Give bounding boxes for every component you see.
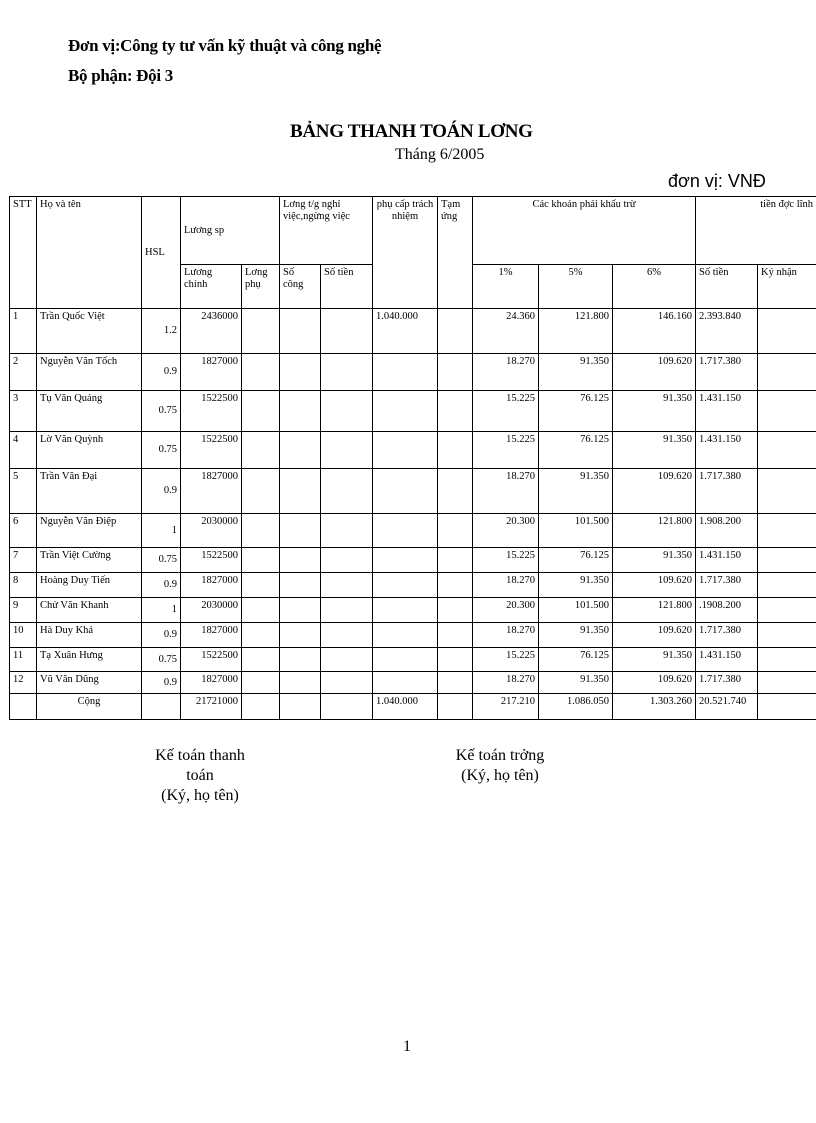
row-1-percent: 18.270 [473,469,539,514]
row-luong-phu [242,548,280,573]
row-hsl: 0.75 [142,391,181,432]
row-1-percent: 18.270 [473,623,539,648]
row-stt: 3 [10,391,37,432]
row-5-percent: 91.350 [539,672,613,694]
row-luong-phu [242,573,280,598]
row-so-tien-linh: 1.431.150 [696,391,758,432]
row-ky-nhan [758,648,816,672]
row-tam-ung [438,309,473,354]
row-luong-chinh: 1522500 [181,432,242,469]
row-ky-nhan [758,309,816,354]
row-name: Lờ Văn Quỳnh [37,432,142,469]
row-name: Tụ Văn Quảng [37,391,142,432]
header-name: Họ và tên [37,197,142,309]
row-5-percent: 76.125 [539,432,613,469]
row-name: Nguyễn Văn Điệp [37,514,142,548]
row-so-cong [280,514,321,548]
header-so-tien: Số tiền [321,265,373,309]
page-number: 1 [403,1038,411,1055]
row-so-tien-tg [321,623,373,648]
row-1-percent: 18.270 [473,573,539,598]
row-stt: 5 [10,469,37,514]
row-hsl: 0.75 [142,648,181,672]
row-tam-ung [438,514,473,548]
table-row [10,432,816,469]
row-6-percent: 109.620 [613,573,696,598]
row-6-percent: 109.620 [613,469,696,514]
row-so-cong [280,623,321,648]
row-hsl: 0.75 [142,432,181,469]
row-luong-phu [242,514,280,548]
row-so-tien-linh: 1.431.150 [696,648,758,672]
payroll-rows [10,309,816,694]
row-tam-ung [438,598,473,623]
row-stt: 1 [10,309,37,354]
row-phu-cap [373,648,438,672]
row-so-cong [280,598,321,623]
total-so-cong [280,694,321,720]
row-phu-cap [373,391,438,432]
table-row [10,548,816,573]
row-so-tien-tg [321,354,373,391]
row-luong-phu [242,309,280,354]
total-ky-nhan [758,694,816,720]
row-ky-nhan [758,354,816,391]
total-5-percent: 1.086.050 [539,694,613,720]
row-stt: 4 [10,432,37,469]
row-5-percent: 101.500 [539,598,613,623]
department-line: Bộ phận: Đội 3 [68,66,173,85]
total-1-percent: 217.210 [473,694,539,720]
row-stt: 2 [10,354,37,391]
row-6-percent: 121.800 [613,514,696,548]
row-1-percent: 18.270 [473,354,539,391]
row-phu-cap [373,548,438,573]
table-row [10,623,816,648]
row-stt: 6 [10,514,37,548]
row-ky-nhan [758,672,816,694]
row-luong-chinh: 1827000 [181,573,242,598]
row-5-percent: 76.125 [539,648,613,672]
header-5-percent: 5% [539,265,613,309]
row-tam-ung [438,548,473,573]
row-ky-nhan [758,469,816,514]
header-1-percent: 1% [473,265,539,309]
table-row [10,598,816,623]
row-so-tien-linh: 1.431.150 [696,548,758,573]
row-so-tien-tg [321,391,373,432]
accountant-title: Kế toán thanh toán [155,747,245,784]
row-phu-cap [373,514,438,548]
row-6-percent: 146.160 [613,309,696,354]
row-6-percent: 91.350 [613,432,696,469]
row-so-tien-tg [321,309,373,354]
row-so-cong [280,391,321,432]
row-so-cong [280,309,321,354]
row-luong-phu [242,648,280,672]
total-6-percent: 1.303.260 [613,694,696,720]
chief-accountant-note: (Ký, họ tên) [461,767,539,784]
row-so-tien-linh: 1.717.380 [696,354,758,391]
row-stt: 12 [10,672,37,694]
header-6-percent: 6% [613,265,696,309]
row-so-cong [280,469,321,514]
row-so-tien-tg [321,432,373,469]
chief-accountant-title: Kế toán trởng [455,747,545,764]
total-so-tien-linh: 20.521.740 [696,694,758,720]
row-luong-chinh: 1522500 [181,391,242,432]
row-1-percent: 15.225 [473,432,539,469]
header-stt: STT [10,197,37,309]
total-tam-ung [438,694,473,720]
total-so-tien-tg [321,694,373,720]
row-ky-nhan [758,623,816,648]
header-tien-duoc-linh: tiền đợc lĩnh [696,197,816,265]
total-luong-phu [242,694,280,720]
row-so-tien-linh: .1908.200 [696,598,758,623]
row-luong-chinh: 1827000 [181,672,242,694]
header-luong-phu: Lơng phụ [242,265,280,309]
row-tam-ung [438,469,473,514]
payroll-table [9,196,816,720]
row-phu-cap [373,598,438,623]
row-name: Trần Việt Cường [37,548,142,573]
row-stt: 9 [10,598,37,623]
row-1-percent: 18.270 [473,672,539,694]
row-tam-ung [438,573,473,598]
row-tam-ung [438,648,473,672]
row-name: Trần Quốc Việt [37,309,142,354]
row-so-tien-tg [321,672,373,694]
row-stt: 10 [10,623,37,648]
row-hsl: 0.9 [142,573,181,598]
row-luong-chinh: 1522500 [181,648,242,672]
row-hsl: 1.2 [142,309,181,354]
row-so-tien-linh: 1.717.380 [696,672,758,694]
row-1-percent: 15.225 [473,548,539,573]
header-hsl: HSL [142,197,181,309]
row-5-percent: 91.350 [539,354,613,391]
row-stt: 8 [10,573,37,598]
row-phu-cap [373,432,438,469]
row-tam-ung [438,354,473,391]
row-so-tien-linh: 1.908.200 [696,514,758,548]
row-name: Trần Văn Đại [37,469,142,514]
row-phu-cap [373,672,438,694]
header-luong-chinh: Lương chính [181,265,242,309]
row-hsl: 0.9 [142,672,181,694]
document-month: Tháng 6/2005 [395,146,485,163]
row-hsl: 0.75 [142,548,181,573]
row-stt: 7 [10,548,37,573]
row-luong-chinh: 1827000 [181,469,242,514]
row-stt: 11 [10,648,37,672]
row-luong-phu [242,432,280,469]
row-so-tien-linh: 1.431.150 [696,432,758,469]
row-luong-chinh: 2436000 [181,309,242,354]
row-6-percent: 91.350 [613,391,696,432]
row-phu-cap [373,573,438,598]
row-so-cong [280,672,321,694]
row-1-percent: 15.225 [473,391,539,432]
row-so-cong [280,573,321,598]
row-phu-cap [373,623,438,648]
row-6-percent: 121.800 [613,598,696,623]
row-ky-nhan [758,598,816,623]
row-so-tien-tg [321,514,373,548]
total-phu-cap: 1.040.000 [373,694,438,720]
header-phu-cap: phụ cấp trách nhiệm [373,197,438,309]
row-5-percent: 101.500 [539,514,613,548]
row-so-tien-tg [321,598,373,623]
row-ky-nhan [758,514,816,548]
document-title: BẢNG THANH TOÁN LƠNG [290,121,533,142]
table-row [10,354,816,391]
row-hsl: 1 [142,514,181,548]
row-6-percent: 91.350 [613,548,696,573]
header-so-tien-linh: Số tiền [696,265,758,309]
company-unit-line: Đơn vị:Công ty tư vấn kỹ thuật và công nghệ [68,36,382,55]
total-hsl [142,694,181,720]
row-name: Nguyễn Văn Tốch [37,354,142,391]
table-row [10,573,816,598]
table-row [10,391,816,432]
table-row [10,672,816,694]
row-name: Tạ Xuân Hưng [37,648,142,672]
row-luong-phu [242,391,280,432]
row-luong-chinh: 1827000 [181,354,242,391]
header-khau-tru: Các khoản phải khấu trừ [473,197,696,265]
row-so-tien-tg [321,573,373,598]
currency-unit: đơn vị: VNĐ [668,171,766,191]
row-5-percent: 91.350 [539,623,613,648]
row-so-tien-tg [321,548,373,573]
row-5-percent: 76.125 [539,548,613,573]
table-row [10,648,816,672]
row-so-tien-tg [321,469,373,514]
total-row [10,694,816,720]
header-luong-sp: Lương sp [181,197,280,265]
row-ky-nhan [758,548,816,573]
row-so-cong [280,354,321,391]
row-6-percent: 109.620 [613,672,696,694]
row-so-tien-linh: 1.717.380 [696,469,758,514]
row-name: Vũ Văn Dũng [37,672,142,694]
row-1-percent: 24.360 [473,309,539,354]
row-luong-chinh: 1827000 [181,623,242,648]
row-luong-chinh: 1522500 [181,548,242,573]
row-hsl: 0.9 [142,623,181,648]
row-6-percent: 109.620 [613,354,696,391]
row-ky-nhan [758,391,816,432]
row-5-percent: 76.125 [539,391,613,432]
row-so-tien-linh: 1.717.380 [696,573,758,598]
row-tam-ung [438,432,473,469]
row-1-percent: 20.300 [473,514,539,548]
row-phu-cap: 1.040.000 [373,309,438,354]
accountant-signature-block [140,746,260,806]
row-hsl: 0.9 [142,354,181,391]
row-luong-phu [242,672,280,694]
row-1-percent: 20.300 [473,598,539,623]
row-name: Chử Văn Khanh [37,598,142,623]
row-so-cong [280,648,321,672]
chief-accountant-signature-block [440,746,560,786]
row-tam-ung [438,623,473,648]
header-so-cong: Số công [280,265,321,309]
row-6-percent: 109.620 [613,623,696,648]
row-luong-phu [242,469,280,514]
table-row [10,514,816,548]
row-hsl: 0.9 [142,469,181,514]
row-luong-chinh: 2030000 [181,598,242,623]
row-5-percent: 121.800 [539,309,613,354]
row-5-percent: 91.350 [539,573,613,598]
row-so-cong [280,432,321,469]
row-luong-phu [242,623,280,648]
header-luong-tg: Lơng t/g nghỉ việc,ngừng việc [280,197,373,265]
accountant-note: (Ký, họ tên) [161,787,239,804]
row-1-percent: 15.225 [473,648,539,672]
row-tam-ung [438,391,473,432]
row-so-tien-tg [321,648,373,672]
row-ky-nhan [758,573,816,598]
row-name: Hoàng Duy Tiến [37,573,142,598]
row-6-percent: 91.350 [613,648,696,672]
table-row [10,469,816,514]
row-name: Hà Duy Khả [37,623,142,648]
row-5-percent: 91.350 [539,469,613,514]
row-luong-phu [242,598,280,623]
row-ky-nhan [758,432,816,469]
total-luong-chinh: 21721000 [181,694,242,720]
header-ky-nhan: Ký nhận [758,265,816,309]
table-row [10,309,816,354]
row-hsl: 1 [142,598,181,623]
total-stt [10,694,37,720]
row-luong-phu [242,354,280,391]
row-so-tien-linh: 2.393.840 [696,309,758,354]
row-tam-ung [438,672,473,694]
row-phu-cap [373,469,438,514]
row-phu-cap [373,354,438,391]
row-luong-chinh: 2030000 [181,514,242,548]
row-so-cong [280,548,321,573]
header-tam-ung: Tạm ứng [438,197,473,309]
total-label: Cộng [37,694,142,720]
row-so-tien-linh: 1.717.380 [696,623,758,648]
